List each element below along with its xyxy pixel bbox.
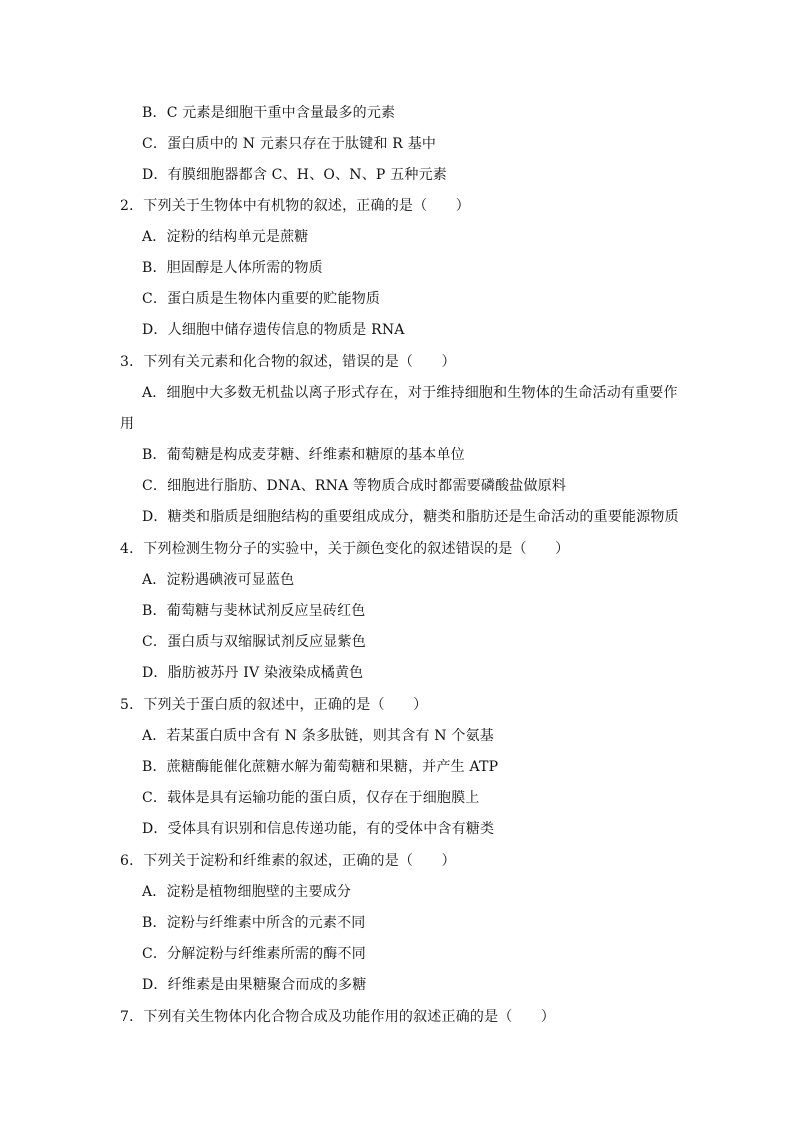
option-3-d: D．糖类和脂质是细胞结构的重要组成成分，糖类和脂肪还是生命活动的重要能源物质 xyxy=(142,509,679,525)
option-2-c: C．蛋白质是生物体内重要的贮能物质 xyxy=(142,291,381,307)
option-5-c: C．载体是具有运输功能的蛋白质，仅存在于细胞膜上 xyxy=(142,790,480,806)
option-5-d: D．受体具有识别和信息传递功能，有的受体中含有糖类 xyxy=(142,821,495,837)
option-1-c: C．蛋白质中的 N 元素只存在于肽键和 R 基中 xyxy=(142,136,437,152)
option-6-b: B．淀粉与纤维素中所含的元素不同 xyxy=(142,915,366,931)
option-2-b: B．胆固醇是人体所需的物质 xyxy=(142,260,323,276)
question-4: 4．下列检测生物分子的实验中，关于颜色变化的叙述错误的是（ ） xyxy=(120,541,570,557)
option-2-a: A．淀粉的结构单元是蔗糖 xyxy=(142,229,309,245)
question-2: 2．下列关于生物体中有机物的叙述，正确的是（ ） xyxy=(120,198,470,214)
option-5-a: A．若某蛋白质中含有 N 条多肽链，则其含有 N 个氨基 xyxy=(142,728,495,744)
option-5-b: B．蔗糖酶能催化蔗糖水解为葡萄糖和果糖，并产生 ATP xyxy=(142,759,499,775)
option-4-c: C．蛋白质与双缩脲试剂反应显紫色 xyxy=(142,634,366,650)
option-6-a: A．淀粉是植物细胞壁的主要成分 xyxy=(142,884,352,900)
question-3: 3．下列有关元素和化合物的叙述，错误的是（ ） xyxy=(120,354,456,370)
option-1-d: D．有膜细胞器都含 C、H、O、N、P 五种元素 xyxy=(142,167,447,183)
option-3-a: A．细胞中大多数无机盐以离子形式存在，对于维持细胞和生物体的生命活动有重要作 xyxy=(142,385,678,401)
question-7: 7．下列有关生物体内化合物合成及功能作用的叙述正确的是（ ） xyxy=(120,1009,556,1025)
question-5: 5．下列关于蛋白质的叙述中，正确的是（ ） xyxy=(120,697,428,713)
option-4-b: B．葡萄糖与斐林试剂反应呈砖红色 xyxy=(142,603,366,619)
option-4-a: A．淀粉遇碘液可显蓝色 xyxy=(142,572,295,588)
option-2-d: D．人细胞中储存遗传信息的物质是 RNA xyxy=(142,322,405,338)
option-3-c: C．细胞进行脂肪、DNA、RNA 等物质合成时都需要磷酸盐做原料 xyxy=(142,478,567,494)
option-6-c: C．分解淀粉与纤维素所需的酶不同 xyxy=(142,946,366,962)
option-3-a-continuation: 用 xyxy=(120,416,135,432)
option-4-d: D．脂肪被苏丹 IV 染液染成橘黄色 xyxy=(142,665,364,681)
question-6: 6．下列关于淀粉和纤维素的叙述，正确的是（ ） xyxy=(120,853,456,869)
option-1-b: B．C 元素是细胞干重中含量最多的元素 xyxy=(142,105,396,121)
option-6-d: D．纤维素是由果糖聚合而成的多糖 xyxy=(142,977,367,993)
option-3-b: B．葡萄糖是构成麦芽糖、纤维素和糖原的基本单位 xyxy=(142,447,465,463)
